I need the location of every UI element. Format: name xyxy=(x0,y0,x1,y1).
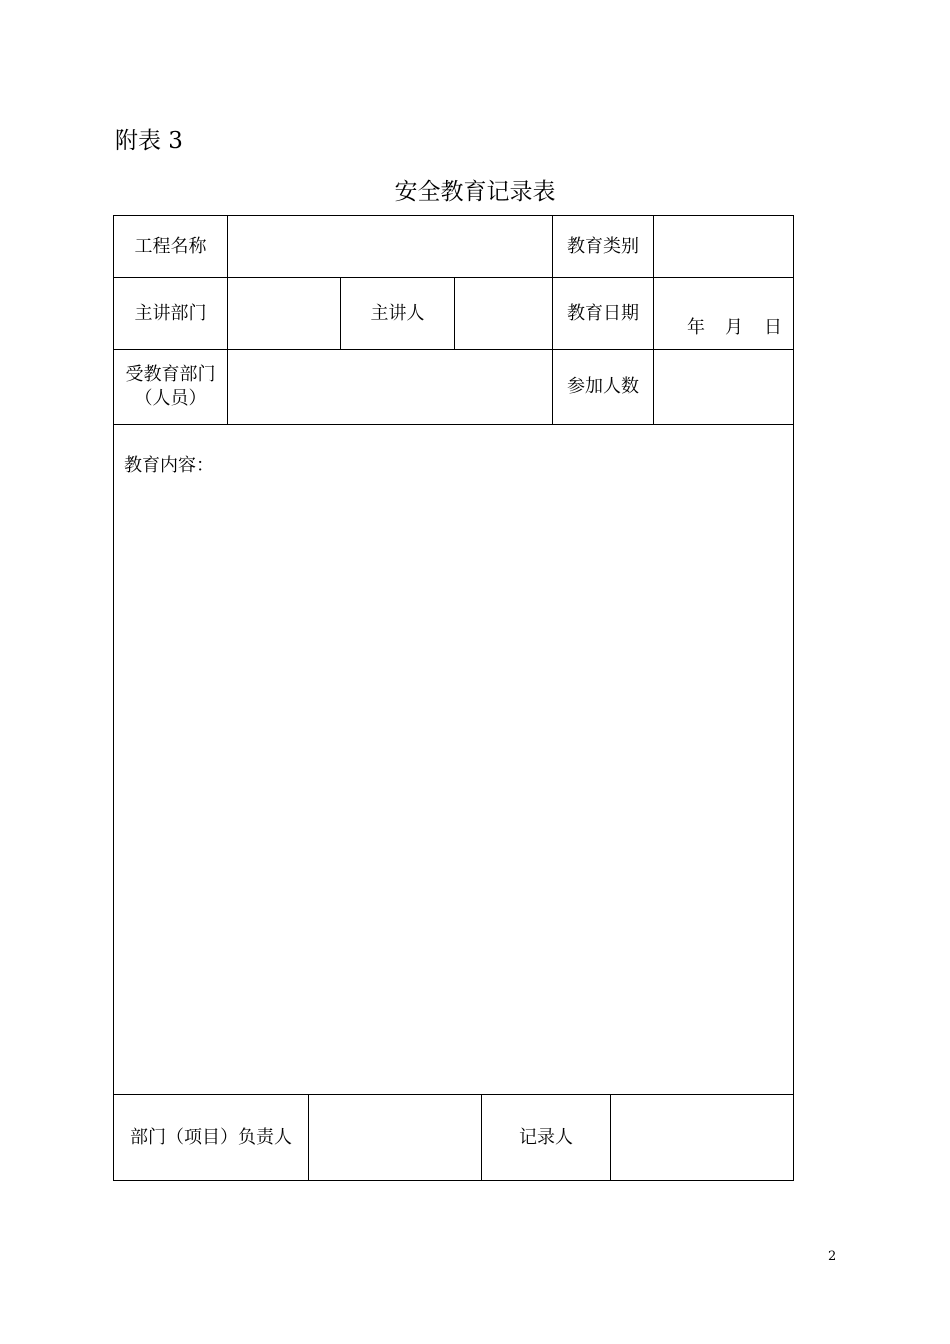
content-label: 教育内容： xyxy=(124,455,214,476)
date-month: 月 xyxy=(725,317,743,338)
appendix-label: 附表 3 xyxy=(115,128,183,154)
lecture-dept-label: 主讲部门 xyxy=(134,302,207,324)
dept-head-label: 部门（项目）负责人 xyxy=(130,1127,292,1148)
row-divider xyxy=(113,424,794,425)
participants-field[interactable] xyxy=(654,350,793,424)
lecturer-label: 主讲人 xyxy=(370,302,425,324)
education-type-label: 教育类别 xyxy=(567,235,639,257)
recorder-label: 记录人 xyxy=(519,1127,573,1148)
lecture-dept-field[interactable] xyxy=(228,278,340,349)
educated-dept-field[interactable] xyxy=(228,350,552,424)
recorder-field[interactable] xyxy=(611,1095,793,1181)
content-field[interactable] xyxy=(114,484,793,1094)
project-name-field[interactable] xyxy=(228,216,552,277)
form-title: 安全教育记录表 xyxy=(394,179,556,205)
education-date-label: 教育日期 xyxy=(567,302,639,324)
lecturer-field[interactable] xyxy=(455,278,552,349)
education-type-field[interactable] xyxy=(654,216,793,277)
educated-dept-label-line1: 受教育部门 xyxy=(125,364,216,385)
project-name-label: 工程名称 xyxy=(134,235,207,257)
dept-head-field[interactable] xyxy=(309,1095,481,1181)
date-year: 年 xyxy=(687,317,705,338)
participants-label: 参加人数 xyxy=(567,376,639,397)
date-day: 日 xyxy=(764,317,782,338)
educated-dept-label-line2: （人员） xyxy=(134,388,207,409)
page-number: 2 xyxy=(828,1249,837,1264)
educated-dept-label xyxy=(114,350,227,424)
